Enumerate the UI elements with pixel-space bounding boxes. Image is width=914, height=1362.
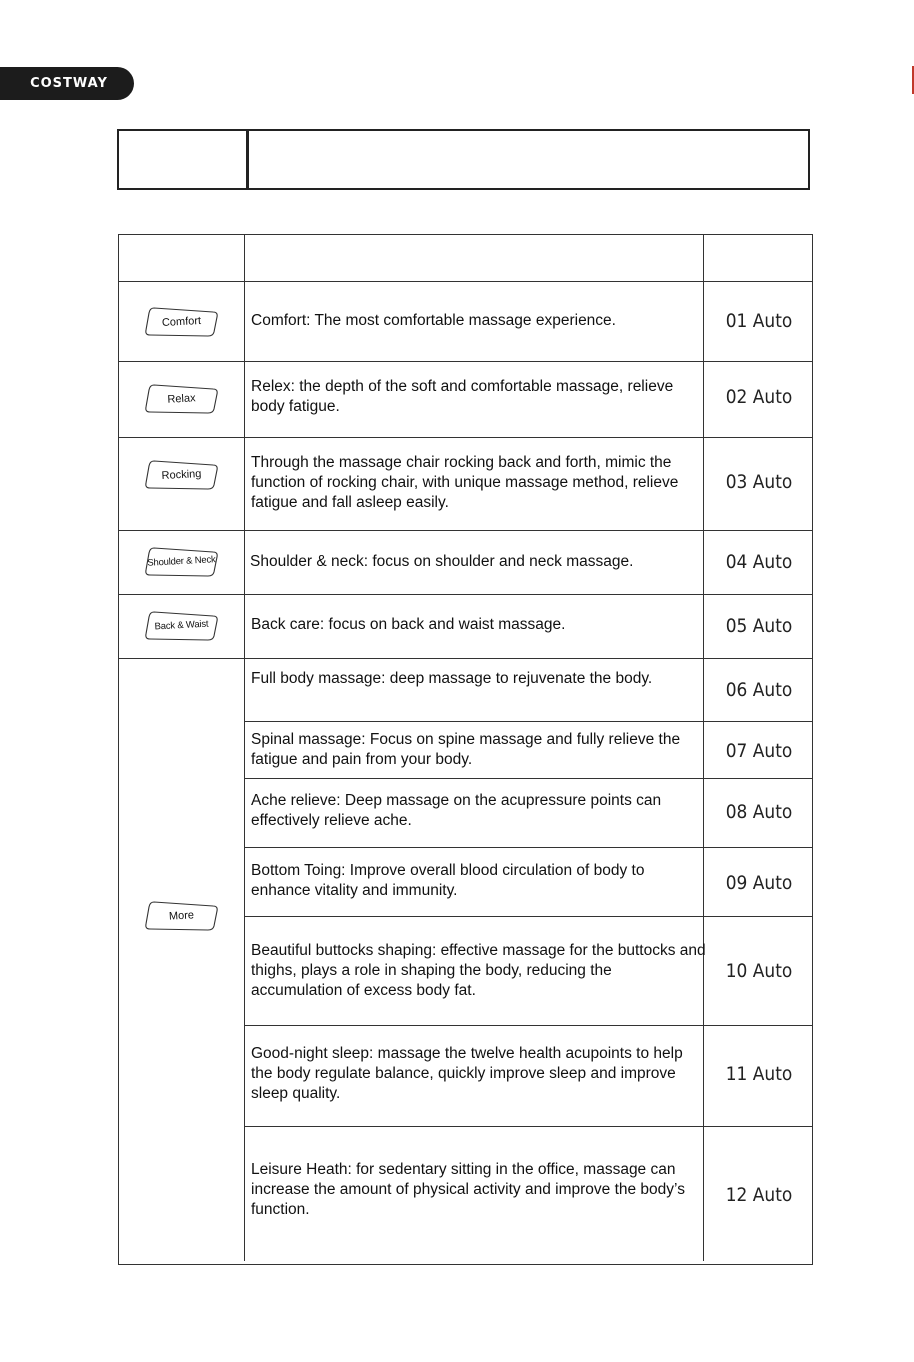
key-label: Rocking xyxy=(161,467,202,483)
table-cell-mode: 07 Auto xyxy=(725,741,793,762)
back-waist-key-icon xyxy=(144,611,219,641)
table-cell-description: Spinal massage: Focus on spine massage and fully relieve the fatigue and pain from your body. xyxy=(251,731,681,768)
shoulder-neck-key-icon xyxy=(144,547,219,577)
header-divider xyxy=(246,131,249,188)
table-cell-description: Full body massage: deep massage to rejuvenate the body. xyxy=(251,670,653,687)
row-divider xyxy=(118,594,813,595)
row-divider xyxy=(244,847,813,848)
table-cell-mode: 02 Auto xyxy=(725,387,793,408)
header-box xyxy=(117,129,810,190)
row-divider xyxy=(244,721,813,722)
relax-key-icon xyxy=(144,384,219,414)
table-cell-description: Relex: the depth of the soft and comfortable massage, relieve body fatigue. xyxy=(251,378,674,415)
key-label: Shoulder & Neck xyxy=(147,554,216,569)
key-label: More xyxy=(168,909,195,923)
table-cell-description: Bottom Toing: Improve overall blood circulation of body to enhance vitality and immunity. xyxy=(251,862,645,899)
table-cell-mode: 11 Auto xyxy=(725,1064,793,1085)
table-cell-mode: 10 Auto xyxy=(725,961,793,982)
row-divider xyxy=(118,437,813,438)
table-cell-mode: 05 Auto xyxy=(725,616,793,637)
table-cell-description: Shoulder & neck: focus on shoulder and neck massage. xyxy=(250,553,634,570)
table-cell-description: Good-night sleep: massage the twelve health acupoints to help the body regulate balance, quickly improve sleep and improve sleep quality. xyxy=(251,1045,683,1102)
key-label: Comfort xyxy=(161,314,202,330)
table-cell-mode: 03 Auto xyxy=(725,472,793,493)
table-cell-mode: 08 Auto xyxy=(725,802,793,823)
row-divider xyxy=(118,530,813,531)
row-divider xyxy=(118,361,813,362)
table-cell-description: Beautiful buttocks shaping: effective massage for the buttocks and thighs, plays a role in shaping the body, reducing the accumulation of excess body fat. xyxy=(251,942,706,999)
table-cell-description: Comfort: The most comfortable massage experience. xyxy=(251,312,616,329)
row-divider xyxy=(244,1126,813,1127)
row-divider xyxy=(244,916,813,917)
table-cell-description: Leisure Heath: for sedentary sitting in the office, massage can increase the amount of physical activity and improve the body’s function. xyxy=(251,1161,685,1218)
table-cell-description: Ache relieve: Deep massage on the acupressure points can effectively relieve ache. xyxy=(251,792,662,829)
row-divider xyxy=(244,778,813,779)
key-label: Back & Waist xyxy=(154,618,209,633)
brand-logo: COSTWAY xyxy=(0,67,134,100)
table-cell-description: Back care: focus on back and waist massage. xyxy=(251,616,566,633)
table-cell-mode: 06 Auto xyxy=(725,680,793,701)
row-divider xyxy=(118,281,813,282)
table-cell-description: Through the massage chair rocking back and forth, mimic the function of rocking chair, with unique massage method, relieve fatigue and fall asleep easily. xyxy=(251,454,679,511)
row-divider xyxy=(244,1025,813,1026)
row-divider xyxy=(118,658,813,659)
table-cell-mode: 09 Auto xyxy=(725,873,793,894)
table-cell-mode: 01 Auto xyxy=(725,311,793,332)
more-key-icon xyxy=(144,901,219,931)
table-cell-mode: 12 Auto xyxy=(725,1185,793,1206)
rocking-key-icon xyxy=(144,460,219,490)
comfort-key-icon xyxy=(144,307,219,337)
mode-table xyxy=(118,234,813,1265)
key-label: Relax xyxy=(167,392,196,406)
column-divider-key xyxy=(244,234,245,1261)
table-cell-mode: 04 Auto xyxy=(725,552,793,573)
